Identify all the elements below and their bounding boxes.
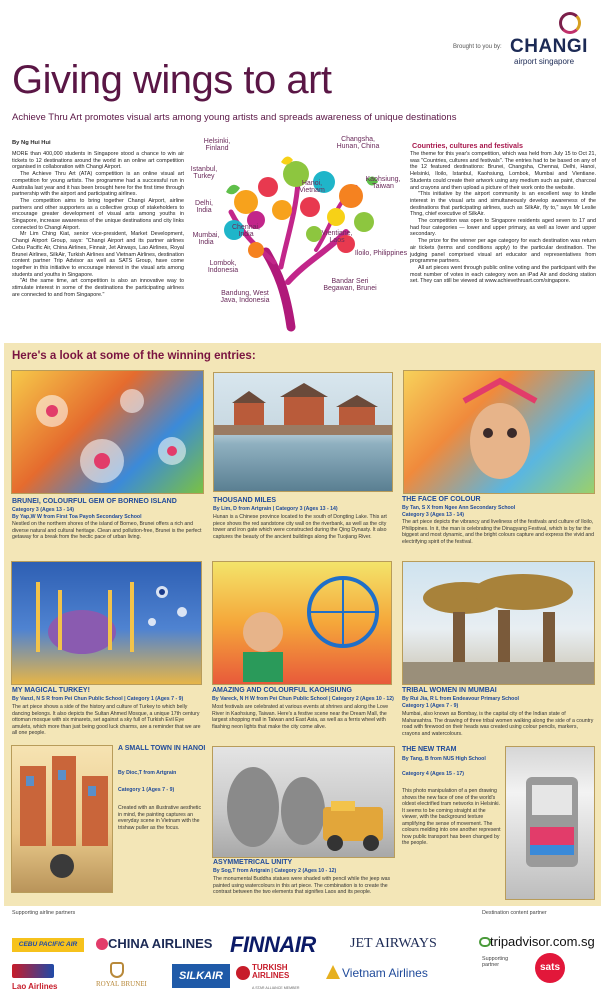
changi-logo-icon: [559, 12, 581, 34]
tree-label-vientiane: Vientiane, Laos: [321, 230, 353, 245]
artwork-face-of-colour: [403, 370, 595, 494]
changi-brand-name: CHANGI: [510, 36, 588, 57]
entry-desc-new-tram: This photo manipulation of a pen drawing shows the new face of one of the world's oldest electrified tram networks in Helsinki. It seems to be coming straight at the viewer, with the background texture amplifying the sense of movement. The colours melding into one another represent how public transport has been changed by the people.: [402, 788, 501, 846]
royal-brunei-logo: ROYAL BRUNEI: [96, 980, 147, 988]
artwork-tribal-women: [402, 561, 595, 685]
entry-title-thousand-miles: THOUSAND MILES: [213, 497, 276, 504]
destination-tree-illustration: [186, 132, 408, 332]
entry-by2-brunei: By Yap,W W from First Toa Payoh Secondary School: [12, 514, 142, 520]
tree-label-bandar: Bandar Seri Begawan, Brunei: [323, 278, 377, 293]
byline: By Ng Hui Hui: [12, 140, 51, 146]
entry-desc-small-town-hanoi: Created with an illustrative aesthetic in mind, the painting captures an everyday scene in Vietnam with the trishaw puller as the focus.: [118, 805, 202, 831]
entry-title-asymmetrical-unity: ASYMMETRICAL UNITY: [213, 859, 293, 866]
artwork-kaohsiung: [212, 561, 392, 685]
entry-by2-tribal-women: Category 1 (Ages 7 - 9): [402, 703, 459, 709]
countries-paragraph: The prize for the winner per age category for each destination was return air tickets (terms and conditions apply) to the particular destination. The judging panel comprised visual art educator and representatives from programme partners.: [410, 238, 596, 265]
entry-by-face-of-colour: By Tan, S X from Ngee Ann Secondary School: [402, 505, 516, 511]
turkish-airlines-bird-icon: [236, 966, 250, 980]
vietnam-airlines-logo: Vietnam Airlines: [342, 966, 428, 980]
royal-brunei-crest-icon: [110, 962, 124, 978]
tree-label-changsha: Changsha, Hunan, China: [336, 136, 380, 151]
supporting-airline-partners-label: Supporting airline partners: [12, 910, 76, 916]
entry-desc-thousand-miles: Hunan is a Chinese province located to the south of Dongting Lake. This art piece shows the red sandstone city wall on the riverbank, as well as the city tower and iron gate which were constructed during the Qing Dynasty. It also captures the beauty of the ancient buildings along the Tuojiang River.: [213, 514, 387, 540]
intro-paragraph: The competition aims to bring together Changi Airport, airline partners and other supporters as a collective group of stakeholders to encourage greater development of visual arts among youths in Singapore, increase awareness of the unique destinations and city links connected to Changi Airport.: [12, 197, 184, 231]
tripadvisor-owl-icon: [479, 937, 491, 947]
entry-desc-brunei: Nestled on the northern shores of the island of Borneo, Brunei offers a rich and diverse natural and cultural heritage. Clean and pollution-free, Brunei is the perfect getaway for a break from the hectic pace of urban living.: [12, 521, 202, 540]
vietnam-airlines-lotus-icon: [326, 965, 340, 979]
entry-desc-magical-turkey: The art piece shows a side of the history and culture of Turkey to which belly dancing belongs. It also depicts the Sultan Ahmed Mosque, a unique 17th century ottoman mosque with six minarets, set against a sky full of Turkish Evil Eye amulets, which more than just being good luck charms, are a reminder that we are all one people.: [12, 704, 201, 736]
turkish-airlines-sub: A STAR ALLIANCE MEMBER: [252, 986, 300, 990]
tree-label-bandung: Bandung, West Java, Indonesia: [220, 290, 270, 305]
tree-label-iloilo: Iloilo, Philippines: [354, 250, 408, 257]
entry-title-new-tram: THE NEW TRAM: [402, 746, 457, 753]
tripadvisor-logo: tripadvisor.com.sg: [490, 934, 595, 949]
china-airlines-plum-icon: [96, 938, 108, 950]
entry-desc-face-of-colour: The art piece depicts the vibrancy and liveliness of the festivals and culture of Iloilo, Philippines. In it, the man is celebrating the Dinagyang Festival, which is by far the biggest and most dynamic, and the bright colours capture and express the vivid and electrifying spirit of the festival.: [402, 519, 595, 545]
entry-by-brunei: Category 3 (Ages 13 - 14): [12, 507, 74, 513]
entry-title-tribal-women: TRIBAL WOMEN IN MUMBAI: [402, 687, 497, 694]
turkish-airlines-logo: TURKISH AIRLINES: [252, 963, 290, 981]
tree-label-istanbul: Istanbul, Turkey: [190, 166, 218, 181]
entry-by-asymmetrical-unity: By Sog,T from Artgrain | Category 2 (Ages 10 - 12): [213, 868, 337, 874]
countries-paragraph: The theme for this year's competition, which was held from July 15 to Oct 21, was "Countries, cultures and festivals". The entries had to be based on any of the 12 featured destinations: Brunei, Changsha, Chennai, Delhi, Hanoi, Helsinki, Iloilo, Istanbul, Kaohsiung, Lombok, Mumbai and Vientiane. Students could create their artwork using any medium such as paint, charcoal and crayons and then upload a picture of their work onto the website.: [410, 151, 596, 191]
countries-paragraph: All art pieces went through public online voting and the participant with the most number of votes in each category won an iPad Air and docking station set. They can still be viewed at www.achievethruart.com/singapore.: [410, 264, 596, 285]
sats-logo: sats: [535, 953, 565, 983]
countries-section-title: Countries, cultures and festivals: [412, 141, 524, 150]
artwork-thousand-miles: [213, 372, 393, 492]
lao-airlines-logo: Lao Airlines: [12, 982, 58, 991]
page-title: Giving wings to art: [12, 58, 332, 102]
intro-paragraph: "At the same time, art competition is also an innovative way to stimulate interest in some of the destinations the participating airlines are connected to and from Singapore.": [12, 278, 184, 298]
intro-paragraph: Mr Lim Ching Kiat, senior vice-president, Market Development, Changi Airport Group, says: "Changi Airport and its partner airlines Cebu Pacific Air, China Airlines, Finnair, Jet Airways, Lao Airlines, Royal Brunei Airlines, SilkAir, Turkish Airlines and Vietnam Airlines, destination content partner Trip Advisor as well as SATS Group, have come together in this initiative to encourage interest in the visual arts among students and youths in Singapore.: [12, 231, 184, 278]
entry-title-kaohsiung: AMAZING AND COLOURFUL KAOHSIUNG: [212, 687, 352, 694]
entry-by2-face-of-colour: Category 3 (Ages 13 - 14): [402, 512, 464, 518]
entry-by2-new-tram: Category 4 (Ages 15 - 17): [402, 771, 464, 777]
entry-by-new-tram: By Tang, B from NUS High School: [402, 756, 486, 762]
entry-title-face-of-colour: THE FACE OF COLOUR: [402, 496, 481, 503]
intro-paragraph: The Achieve Thru Art (ATA) competition is an online visual art competition for young artists. The programme had a successful run in Australia last year and it has been brought here for the first time through partnership with the airport and participating airlines.: [12, 171, 184, 198]
page-subtitle: Achieve Thru Art promotes visual arts among young artists and spreads awareness of unique destinations: [12, 112, 457, 123]
entry-by2-small-town-hanoi: Category 1 (Ages 7 - 9): [118, 787, 175, 793]
tree-label-lombok: Lombok, Indonesia: [207, 260, 239, 275]
entry-by-magical-turkey: By Vanzl, N S R from Pei Chun Public School | Category 1 (Ages 7 - 9): [12, 696, 184, 702]
entry-by-tribal-women: By Rui Jia, R L from Endeavour Primary School: [402, 696, 519, 702]
china-airlines-logo: CHINA AIRLINES: [108, 936, 213, 951]
countries-paragraph: "This initiative by the airport community is an excellent way to kindle interest in the visual arts and simultaneously develop awareness of the destinations that participating airlines, such as SilkAir, fly to," says Mr Leslie Thng, chief executive of SilkAir.: [410, 191, 596, 218]
changi-brand-sub: airport singapore: [514, 57, 575, 66]
finnair-logo: FINNAIR: [230, 932, 316, 957]
tree-label-hanoi: Hanoi, Vietnam: [299, 180, 325, 195]
entry-desc-asymmetrical-unity: The monumental Buddha statues were shaded with pencil while the jeep was painted using watercolours in this art piece. The combination is to create the contrast between the two elements that signifies Laos and its people.: [213, 876, 391, 895]
tree-label-mumbai: Mumbai, India: [192, 232, 220, 247]
winning-entries-title: Here's a look at some of the winning entries:: [12, 350, 256, 362]
tree-label-kaohsiung: Kaohsiung, Taiwan: [365, 176, 401, 191]
lao-airlines-mark: [12, 964, 54, 978]
supporting-partner-label: Supporting partner: [482, 956, 509, 969]
entry-title-magical-turkey: MY MAGICAL TURKEY!: [12, 687, 90, 694]
tree-label-chennai: Chennai, India: [231, 224, 261, 239]
cebu-pacific-logo: CEBU PACIFIC AIR: [12, 938, 84, 952]
brought-by-text: Brought to you by:: [453, 44, 502, 50]
intro-paragraph: MORE than 400,000 students in Singapore stood a chance to win air tickets to 12 destinations around the world in an online art competition organised in collaboration with Changi Airport.: [12, 151, 184, 171]
artwork-small-town-hanoi: [11, 745, 113, 893]
destination-partner-label: Destination content partner: [482, 910, 547, 916]
entry-desc-tribal-women: Mumbai, also known as Bombay, is the capital city of the Indian state of Maharashtra. The drawing of three tribal women walking along the side of a country road with firewood on their heads was created using colour pencils, markers, crayons and watercolours.: [402, 711, 594, 737]
entry-desc-kaohsiung: Most festivals are celebrated at various events at shrines and along the Love River in Kaohsiung, Taiwan. Here's a festive scene near the Dream Mall, the largest shopping mall in Taiwan and East Asia, as well as a ferris wheel with flashing neon lights that make the city come alive.: [212, 704, 389, 730]
jet-airways-logo: JET AIRWAYS: [350, 936, 437, 951]
tree-label-helsinki: Helsinki, Finland: [203, 138, 231, 153]
entry-by-kaohsiung: By Vareck, N H W from Pei Chun Public School | Category 2 (Ages 10 - 12): [212, 696, 394, 702]
entry-title-small-town-hanoi: A SMALL TOWN IN HANOI: [118, 745, 206, 752]
artwork-asymmetrical-unity: [212, 746, 395, 858]
intro-article: [12, 151, 184, 298]
artwork-magical-turkey: [11, 561, 202, 685]
artwork-brunei: [11, 370, 204, 494]
entry-by-small-town-hanoi: By Dioc,T from Artgrain: [118, 770, 177, 776]
silkair-logo: SILKAIR: [172, 964, 230, 988]
artwork-new-tram: [505, 746, 595, 900]
tree-label-delhi: Delhi, India: [195, 200, 213, 215]
countries-article: [410, 151, 596, 285]
entry-title-brunei: BRUNEI, COLOURFUL GEM OF BORNEO ISLAND: [12, 498, 177, 505]
entry-by-thousand-miles: By Lim, D from Artgrain | Category 3 (Ages 13 - 14): [213, 506, 338, 512]
countries-paragraph: The competition was open to Singapore residents aged seven to 17 and had four categories — lower and upper primary, as well as lower and upper secondary.: [410, 218, 596, 238]
